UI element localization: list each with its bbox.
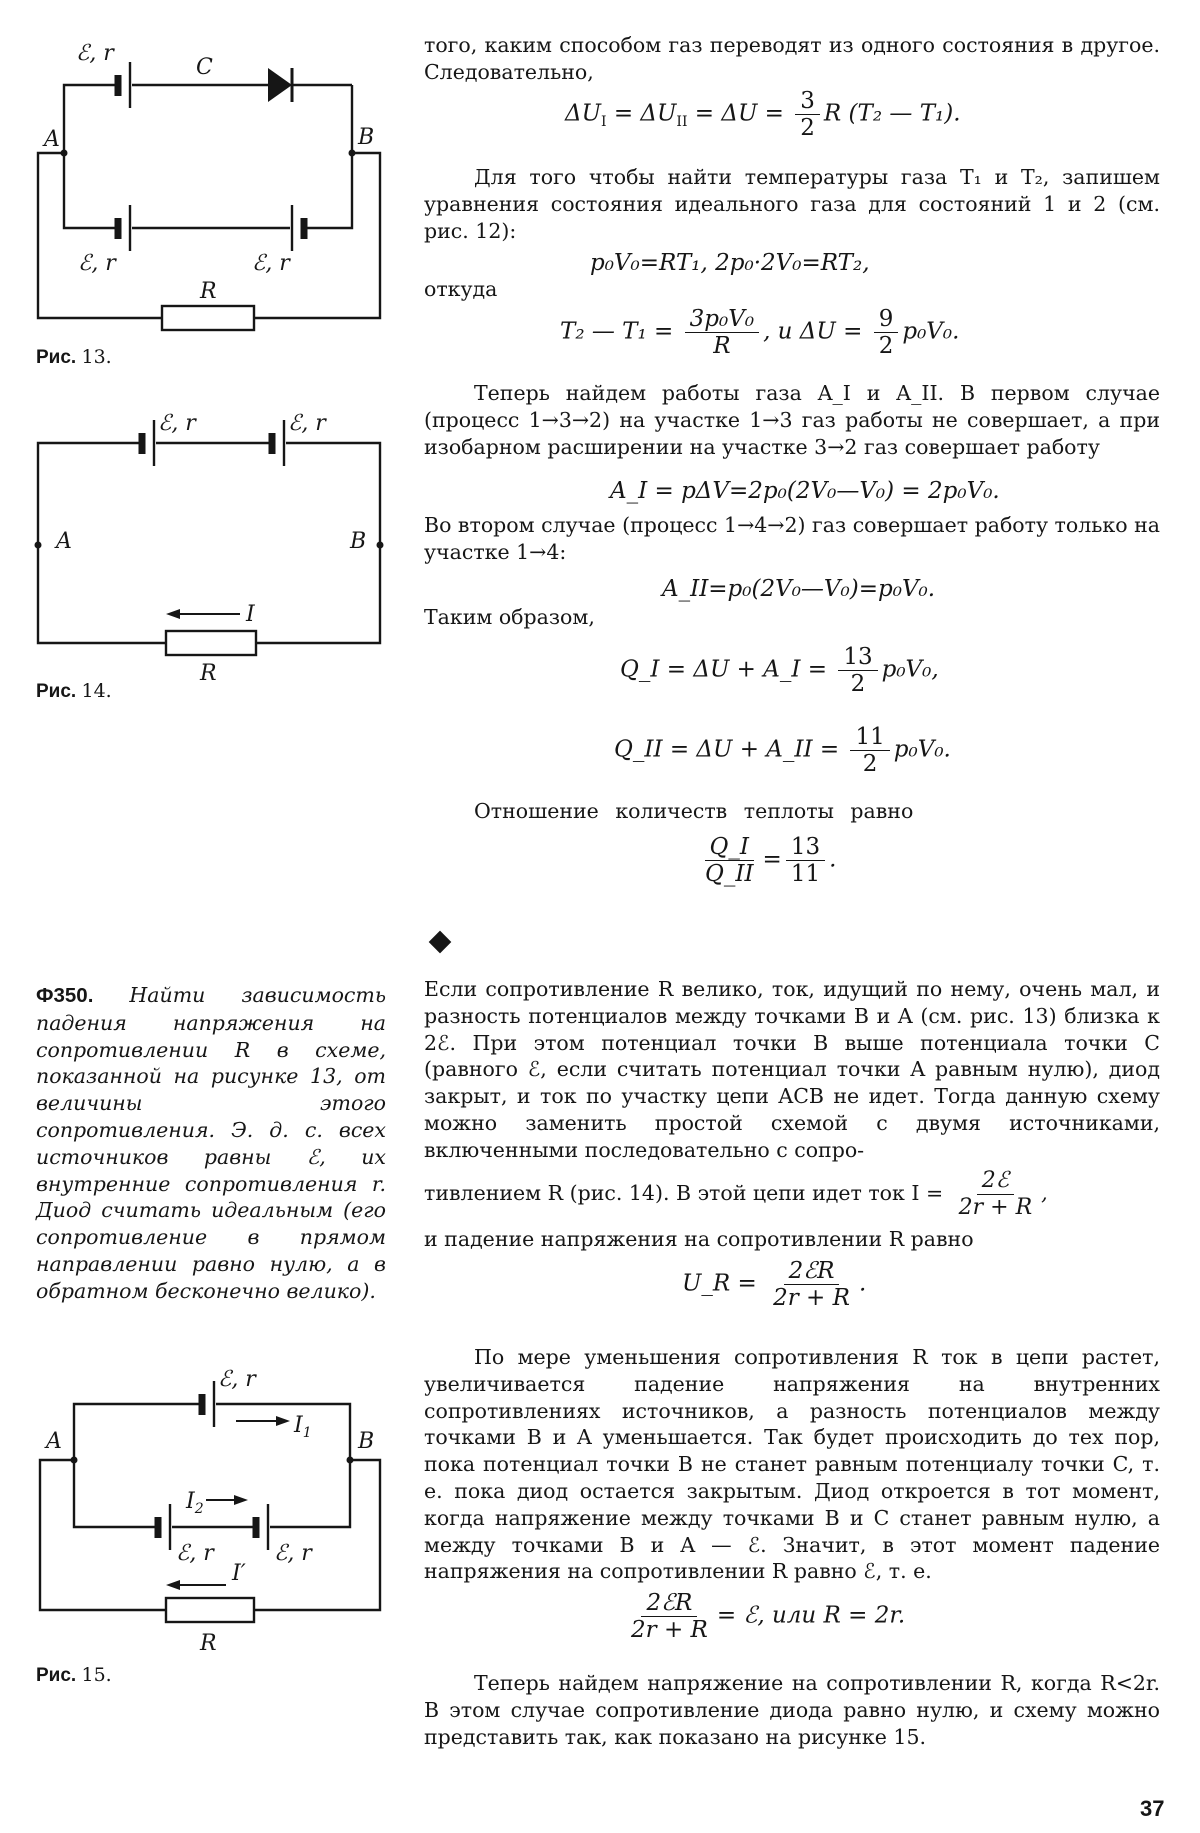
- label-emf-top: ℰ, r: [76, 41, 114, 66]
- node-a: [71, 1457, 78, 1464]
- battery-bottom-right: [256, 1504, 268, 1550]
- label-a: A: [56, 529, 72, 554]
- battery-top: [202, 1381, 214, 1427]
- equation-6: Q_I = ΔU + A_I = $\frac{13}{2}$ p₀V₀,: [620, 644, 939, 697]
- paragraph-9: и падение напряжения на сопротивлении R равно: [424, 1227, 974, 1251]
- node-b: [347, 1457, 354, 1464]
- caption-fig13: Рис. 13.: [36, 346, 112, 368]
- wire-middle: [74, 1460, 156, 1527]
- paragraph-1: того, каким способом газ переводят из одного состояния в другое. Следовательно,: [424, 33, 1160, 84]
- paragraph-5: Таким образом,: [424, 605, 595, 629]
- paragraph-7: Если сопротивление R велико, ток, идущий по нему, очень мал, и разность потенциалов между точками B и A (см. рис. 13) близка к 2ℰ. При этом потенциал точки B выше потенциала точки C (равного ℰ, если считать потенциал точки A равным нулю), диод закрыт, и ток по участку цепи ACB не идет. Тогда данную схему можно заменить простой схемой с двумя источниками, включенными последовательно с сопро-: [424, 977, 1160, 1162]
- caption-fig15: Рис. 15.: [36, 1664, 112, 1686]
- paragraph-4: Во втором случае (процесс 1→4→2) газ совершает работу только на участке 1→4:: [424, 513, 1160, 564]
- paragraph-2: Для того чтобы найти температуры газа T₁ и T₂, запишем уравнения состояния идеального газа для состояний 1 и 2 (см. рис. 12):: [424, 165, 1160, 243]
- paragraph-11: Теперь найдем напряжение на сопротивлении R, когда R<2r. В этом случае сопротивление диода равно нулю, и схему можно представить так, как показано на рисунке 15.: [424, 1671, 1160, 1749]
- equation-2: p₀V₀=RT₁, 2p₀·2V₀=RT₂,: [590, 250, 870, 276]
- label-i2: $I_2$: [186, 1489, 204, 1517]
- equation-3: T₂ — T₁ = $\frac{\text{3p₀V₀}}{R}$ , и ΔU = $\frac{9}{2}$ p₀V₀.: [560, 306, 960, 359]
- label-emf-bl: ℰ, r: [176, 1541, 214, 1566]
- equation-4: A_I = pΔV=2p₀(2V₀—V₀) = 2p₀V₀.: [610, 478, 1000, 504]
- label-a: A: [44, 127, 60, 152]
- page-number: 37: [1140, 1796, 1165, 1821]
- battery-bottom-left: [158, 1504, 170, 1550]
- label-r: R: [200, 1631, 217, 1656]
- resistor-r: [166, 1598, 254, 1622]
- problem-number: Ф350.: [36, 984, 94, 1007]
- problem-statement: Ф350. Найти зависимость падения напряжения на сопротивлении R в схеме, показанной на рисунке 13, от величины этого сопротивления. Э. д. с. всех источников равны ℰ, их внутренние сопротивления r. Диод считать идеальным (его сопротивление в прямом направлении равно нулю, а в обратном бесконечно велико).: [36, 983, 386, 1303]
- label-emf-br: ℰ, r: [252, 251, 290, 276]
- equation-8: $\frac{Q\_I}{Q\_II}$ = $\frac{13}{11}$ .: [705, 834, 837, 887]
- equation-9: U_R = 2ℰR 2r + R .: [682, 1258, 867, 1311]
- label-a: A: [46, 1429, 62, 1454]
- equation-8-inline: тивлением R (рис. 14). В этой цепи идет ток I = 2ℰ 2r + R ,: [424, 1168, 1048, 1220]
- label-b: B: [358, 125, 375, 150]
- label-b: B: [350, 529, 367, 554]
- paragraph-6: Отношение количеств теплоты равно: [474, 799, 914, 823]
- paragraph-10: По мере уменьшения сопротивления R ток в цепи растет, увеличивается падение напряжения на внутренних сопротивлениях источников, а разность потенциалов между точками B и A уменьшается. Так будет происходить до тех пор, пока потенциал точки B не станет равным потенциалу точки C, т. е. пока диод остается закрытым. Диод откроется в тот момент, когда напряжение между точками B и C станет равным нулю, а между точками B и A — ℰ. Значит, в этот момент падение напряжения на сопротивлении R равно ℰ, т. е.: [424, 1345, 1160, 1584]
- wire-top: [74, 1404, 200, 1460]
- equation-7: Q_II = ΔU + A_II = $\frac{11}{2}$ p₀V₀.: [614, 724, 951, 777]
- caption-fig14: Рис. 14.: [36, 680, 112, 702]
- current-iprime-arrow-icon: [166, 1580, 226, 1590]
- label-iprime: I′: [232, 1561, 246, 1586]
- wire-bottom: [40, 1460, 166, 1610]
- diamond-marker-icon: [429, 931, 452, 954]
- equation-10: 2ℰR 2r + R = ℰ, или R = 2r.: [631, 1590, 906, 1643]
- label-b: B: [358, 1429, 375, 1454]
- label-emf-br: ℰ, r: [274, 1541, 312, 1566]
- label-emf-top: ℰ, r: [218, 1367, 256, 1392]
- label-r: R: [200, 279, 217, 304]
- label-i1: $I_1$: [294, 1413, 312, 1441]
- equation-5: A_II=p₀(2V₀—V₀)=p₀V₀.: [662, 576, 936, 602]
- word-otkuda: откуда: [424, 277, 498, 301]
- figure-15-circuit: [0, 0, 420, 1700]
- current-i2-arrow-icon: [206, 1495, 248, 1505]
- label-emf-2: ℰ, r: [288, 411, 326, 436]
- label-r: R: [200, 661, 217, 686]
- current-i1-arrow-icon: [236, 1416, 290, 1426]
- equation-1: $\Delta U_I = \Delta U_{II} = \Delta U$ = $\frac{3}{2}$ R (T₂ — T₁).: [565, 88, 961, 141]
- label-emf-bl: ℰ, r: [78, 251, 116, 276]
- label-c: C: [196, 55, 213, 80]
- paragraph-3: Теперь найдем работы газа A_I и A_II. В первом случае (процесс 1→3→2) на участке 1→3 газ работы не совершает, а при изобарном расширении на участке 3→2 газ совершает работу: [424, 381, 1160, 459]
- label-emf-1: ℰ, r: [158, 411, 196, 436]
- label-i: I: [246, 602, 255, 627]
